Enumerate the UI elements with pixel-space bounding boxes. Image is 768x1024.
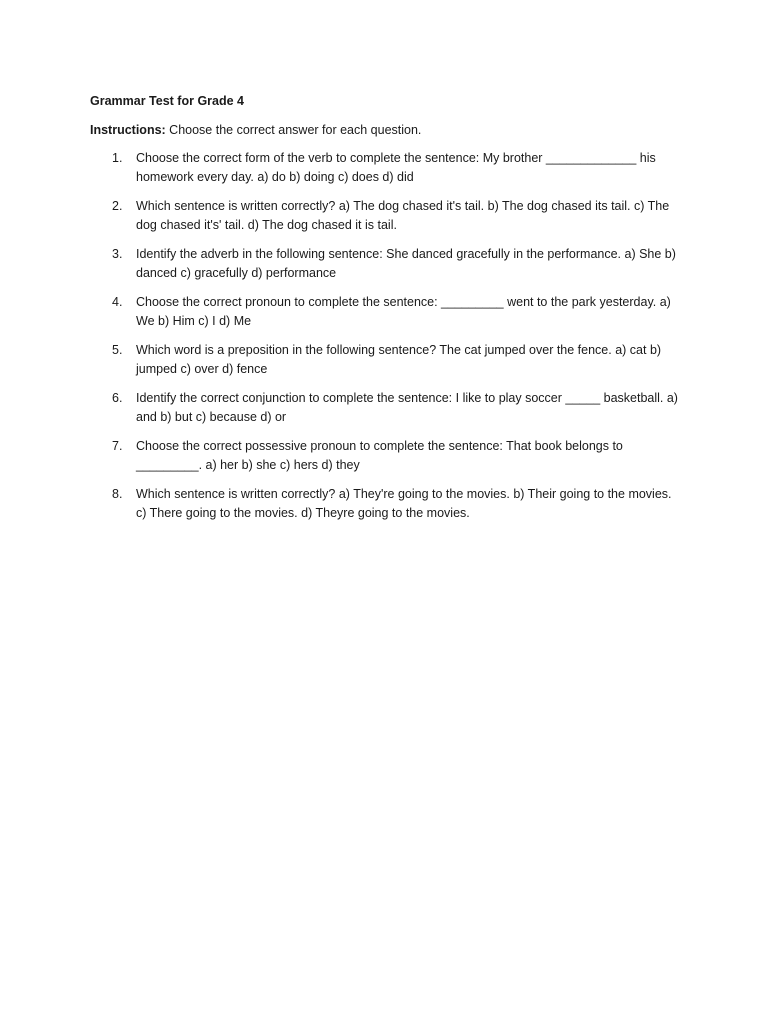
document-title: Grammar Test for Grade 4 bbox=[90, 94, 244, 108]
question-number: 4. bbox=[112, 295, 123, 309]
question-text: Which word is a preposition in the following sentence? The cat jumped over the fence. a) cat b) jumped c) over d) fence bbox=[136, 343, 662, 376]
question-item bbox=[90, 149, 680, 187]
document-content bbox=[90, 93, 680, 533]
instructions-label: Instructions: bbox=[90, 123, 166, 137]
question-number: 1. bbox=[112, 151, 123, 165]
question-text: Choose the correct possessive pronoun to complete the sentence: That book belongs to _________. a) her b) she c) hers d) they bbox=[136, 439, 623, 472]
question-text: Choose the correct form of the verb to complete the sentence: My brother _____________ his homework every day. a) do b) doing c) does d) did bbox=[136, 151, 656, 184]
question-number: 7. bbox=[112, 439, 123, 453]
question-text: Identify the adverb in the following sentence: She danced gracefully in the performance. a) She b) danced c) gracefully d) performance bbox=[136, 247, 676, 280]
question-text: Which sentence is written correctly? a) They're going to the movies. b) Their going to the movies. c) There going to the movies. d) Theyre going to the movies. bbox=[136, 487, 672, 520]
question-item bbox=[90, 197, 680, 235]
question-item bbox=[90, 389, 680, 427]
question-item bbox=[90, 341, 680, 379]
question-text: Which sentence is written correctly? a) The dog chased it's tail. b) The dog chased its tail. c) The dog chased it's' tail. d) The dog chased it is tail. bbox=[136, 199, 670, 232]
question-item bbox=[90, 293, 680, 331]
question-number: 3. bbox=[112, 247, 123, 261]
instructions bbox=[90, 122, 680, 139]
question-text: Choose the correct pronoun to complete the sentence: _________ went to the park yesterday. a) We b) Him c) I d) Me bbox=[136, 295, 671, 328]
question-item bbox=[90, 485, 680, 523]
question-list bbox=[90, 149, 680, 523]
question-text: Identify the correct conjunction to complete the sentence: I like to play soccer _____ basketball. a) and b) but c) because d) or bbox=[136, 391, 678, 424]
question-number: 8. bbox=[112, 487, 123, 501]
question-number: 2. bbox=[112, 199, 123, 213]
instructions-text: Choose the correct answer for each question. bbox=[165, 123, 422, 137]
question-number: 6. bbox=[112, 391, 123, 405]
question-item bbox=[90, 437, 680, 475]
question-number: 5. bbox=[112, 343, 123, 357]
question-item bbox=[90, 245, 680, 283]
